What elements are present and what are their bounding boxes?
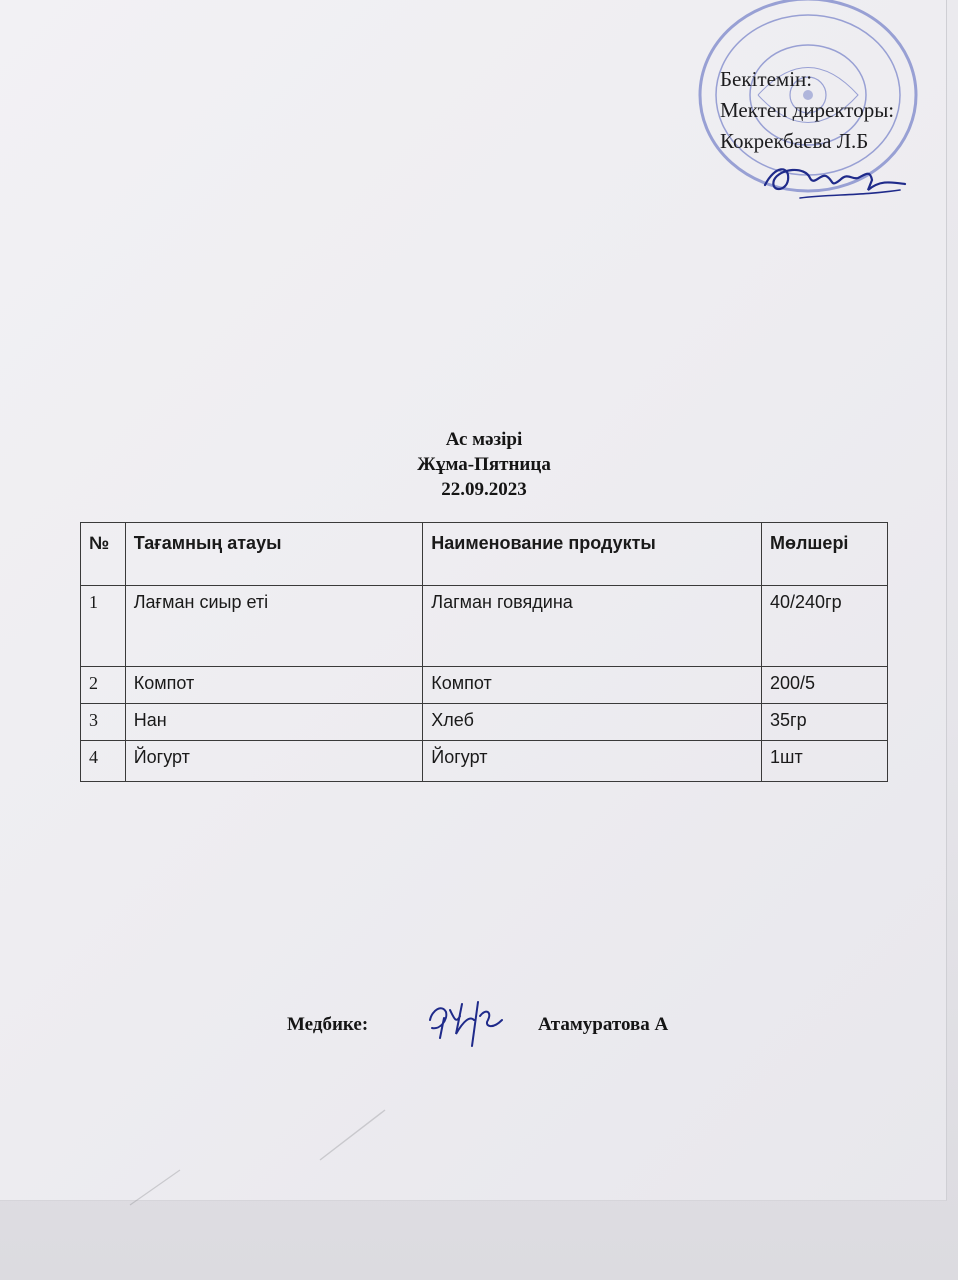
approval-heading: Бекітемін: (720, 67, 813, 91)
row-dish-ru: Компот (423, 667, 762, 704)
row-number: 2 (81, 667, 126, 704)
row-quantity: 1шт (762, 741, 888, 782)
title-date: 22.09.2023 (441, 479, 527, 500)
row-dish-kz: Компот (125, 667, 423, 704)
director-signature-icon (760, 150, 910, 210)
nurse-label: Медбике: (287, 1014, 369, 1035)
row-number: 1 (81, 586, 126, 667)
row-dish-kz: Нан (125, 704, 423, 741)
row-quantity: 35гр (762, 704, 888, 741)
table-row (81, 667, 888, 704)
table-row (81, 741, 888, 782)
row-number: 4 (81, 741, 126, 782)
header-number: № (81, 523, 126, 586)
approval-block (720, 64, 894, 157)
header-dish-ru: Наименование продукты (423, 523, 762, 586)
table-header-row (81, 523, 888, 586)
row-dish-kz: Лағман сиыр еті (125, 586, 423, 667)
row-dish-kz: Йогурт (125, 741, 423, 782)
document-title (0, 427, 946, 502)
approval-position: Мектеп директоры: (720, 98, 895, 122)
table-row (81, 704, 888, 741)
nurse-signature-icon (420, 990, 520, 1050)
title-day: Жұма-Пятница (417, 454, 551, 475)
menu-table (80, 522, 888, 782)
table-row (81, 586, 888, 667)
row-number: 3 (81, 704, 126, 741)
header-dish-kz: Тағамның атауы (125, 523, 423, 586)
header-quantity: Мөлшері (762, 523, 888, 586)
row-quantity: 200/5 (762, 667, 888, 704)
title-menu: Ас мәзірі (445, 429, 523, 450)
row-dish-ru: Йогурт (423, 741, 762, 782)
row-dish-ru: Лагман говядина (423, 586, 762, 667)
row-quantity: 40/240гр (762, 586, 888, 667)
paper-scuff-mark (120, 1090, 400, 1210)
row-dish-ru: Хлеб (423, 704, 762, 741)
approval-director-name: Кокрекбаева Л.Б (720, 129, 869, 153)
nurse-name: Атамуратова А (538, 1014, 669, 1035)
